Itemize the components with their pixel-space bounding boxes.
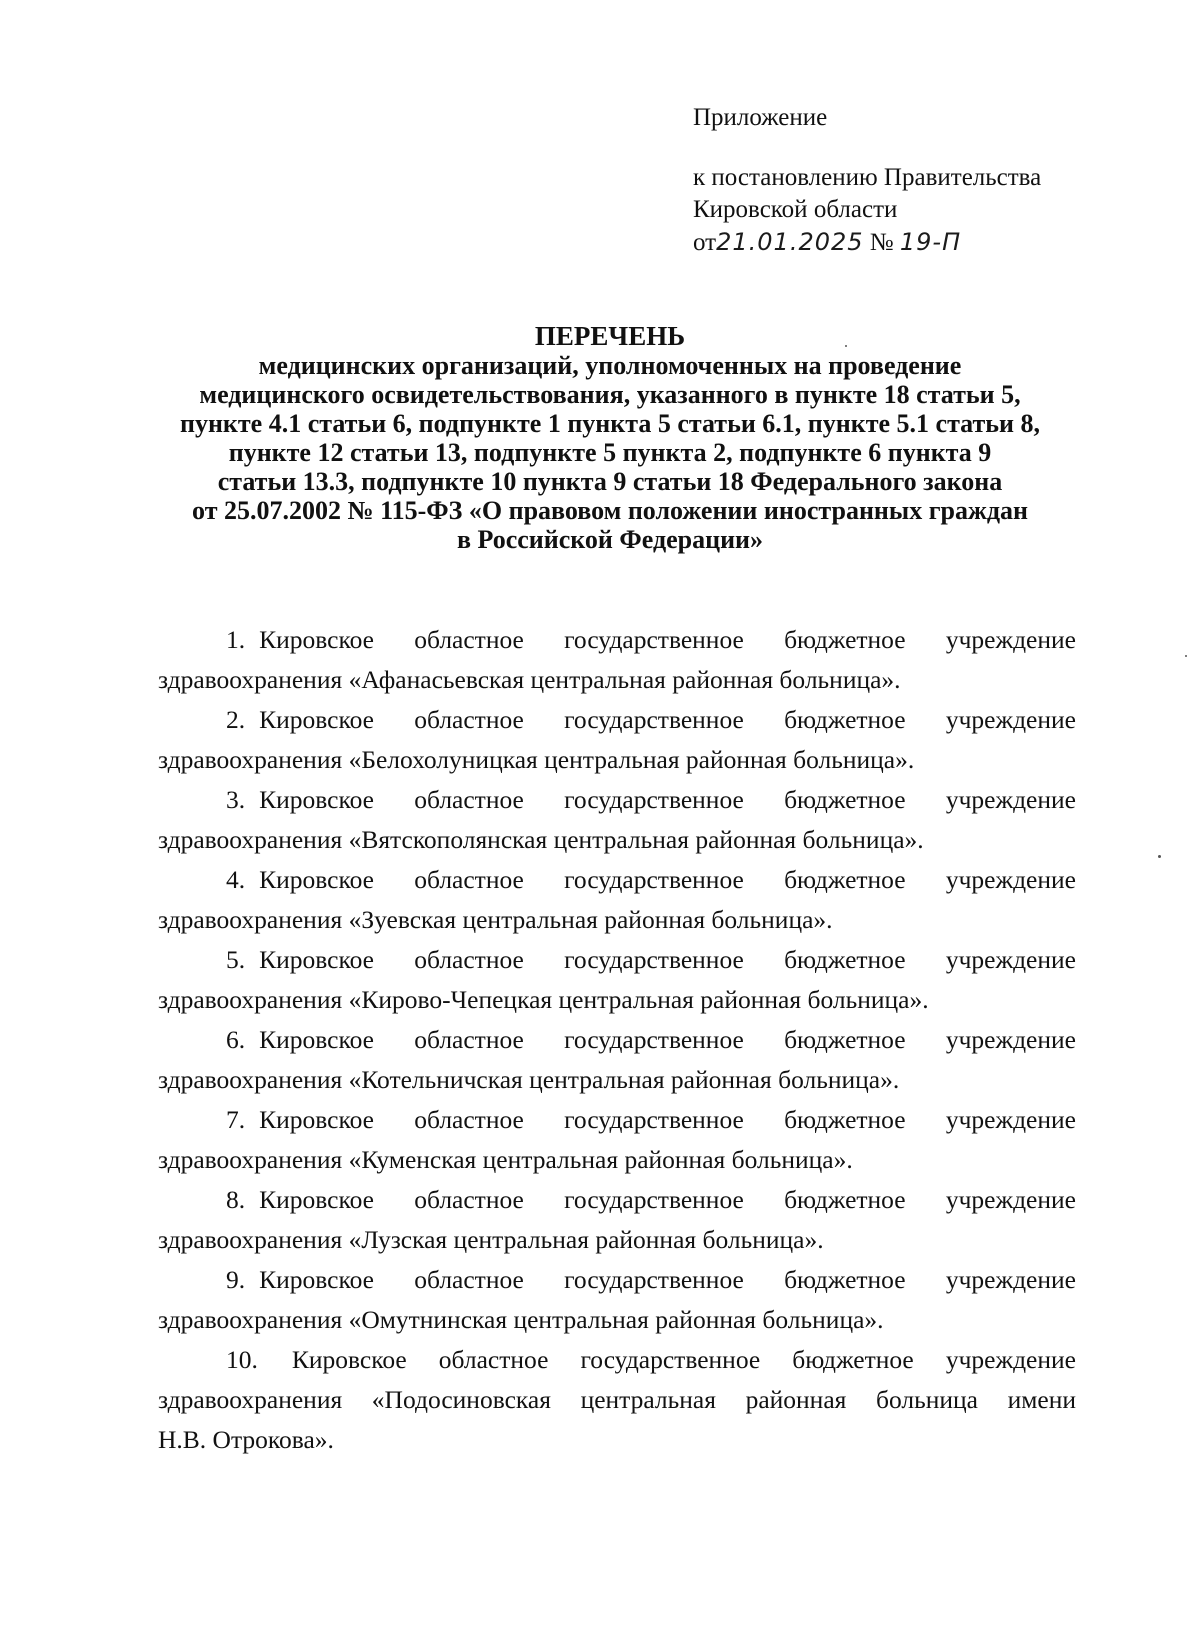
list-item [158, 700, 1076, 780]
scan-speck [845, 345, 847, 347]
item-text-line2: здравоохранения «Котельничская центральная районная больница». [158, 1065, 900, 1094]
title-line: медицинских организаций, уполномоченных на проведение [258, 351, 962, 380]
appendix-decree-line: к постановлению Правительства [693, 164, 1042, 191]
item-number: 4. [226, 865, 246, 894]
list-item [158, 620, 1076, 700]
date-prefix: от [693, 229, 717, 256]
item-text-line1: Кировское областное государственное бюджетное учреждение [259, 1025, 1076, 1054]
organization-list [158, 620, 1076, 1460]
item-text-line3: Н.В. Отрокова». [158, 1425, 334, 1454]
list-item [158, 860, 1076, 940]
item-number: 5. [226, 945, 246, 974]
list-item [158, 1260, 1076, 1340]
item-text-line1: Кировское областное государственное бюджетное учреждение [259, 625, 1076, 654]
list-item [158, 1020, 1076, 1100]
item-number: 1. [226, 625, 246, 654]
document-title [150, 322, 1070, 554]
item-text-line1: Кировское областное государственное бюджетное учреждение [259, 865, 1076, 894]
item-text-line2: здравоохранения «Куменская центральная районная больница». [158, 1145, 853, 1174]
item-text-line1: Кировское областное государственное бюджетное учреждение [259, 1185, 1076, 1214]
item-text-line1: Кировское областное государственное бюджетное учреждение [259, 1265, 1076, 1294]
item-number: 6. [226, 1025, 246, 1054]
item-number: 2. [226, 705, 246, 734]
title-line: медицинского освидетельствования, указанного в пункте 18 статьи 5, [199, 380, 1021, 409]
item-text-line1: Кировское областное государственное бюджетное учреждение [259, 785, 1076, 814]
item-text-line2: здравоохранения «Лузская центральная районная больница». [158, 1225, 824, 1254]
list-item [158, 1100, 1076, 1180]
number-prefix: № [869, 229, 894, 256]
item-text-line1: Кировское областное государственное бюджетное учреждение [291, 1345, 1076, 1374]
appendix-header [693, 102, 827, 134]
item-text-line2: здравоохранения «Подосиновская центральная районная больница имени [158, 1385, 1076, 1414]
handwritten-number: 19-П [899, 228, 962, 256]
title-line: в Российской Федерации» [456, 525, 764, 554]
handwritten-date: 21.01.2025 [716, 228, 864, 256]
item-text-line2: здравоохранения «Кирово-Чепецкая центральная районная больница». [158, 985, 929, 1014]
item-number: 8. [226, 1185, 246, 1214]
list-item [158, 780, 1076, 860]
item-text-line1: Кировское областное государственное бюджетное учреждение [259, 945, 1076, 974]
item-text-line2: здравоохранения «Белохолуницкая центральная районная больница». [158, 745, 915, 774]
item-number: 3. [226, 785, 246, 814]
appendix-title: Приложение [693, 104, 828, 131]
list-item [158, 1340, 1076, 1460]
item-text-line1: Кировское областное государственное бюджетное учреждение [259, 1105, 1076, 1134]
title-line: статьи 13.3, подпункте 10 пункта 9 статьи 18 Федерального закона [217, 467, 1003, 496]
item-number: 10. [226, 1345, 258, 1374]
scan-speck [1185, 655, 1187, 657]
title-heading: ПЕРЕЧЕНЬ [534, 321, 686, 351]
item-text-line2: здравоохранения «Афанасьевская центральная районная больница». [158, 665, 901, 694]
item-number: 9. [226, 1265, 246, 1294]
title-line: пункте 12 статьи 13, подпункте 5 пункта 2, подпункте 6 пункта 9 [228, 438, 992, 467]
appendix-date-line [693, 226, 1041, 259]
list-item [158, 940, 1076, 1020]
title-line: от 25.07.2002 № 115-ФЗ «О правовом положении иностранных граждан [192, 496, 1028, 525]
item-text-line2: здравоохранения «Вятскополянская центральная районная больница». [158, 825, 924, 854]
appendix-reference [693, 162, 1041, 259]
scan-speck [1158, 855, 1161, 858]
list-item [158, 1180, 1076, 1260]
item-text-line2: здравоохранения «Омутнинская центральная районная больница». [158, 1305, 884, 1334]
item-text-line1: Кировское областное государственное бюджетное учреждение [259, 705, 1076, 734]
appendix-region-line: Кировской области [693, 196, 898, 223]
item-text-line2: здравоохранения «Зуевская центральная районная больница». [158, 905, 833, 934]
title-line: пункте 4.1 статьи 6, подпункте 1 пункта 5 статьи 6.1, пункте 5.1 статьи 8, [179, 409, 1041, 438]
item-number: 7. [226, 1105, 246, 1134]
